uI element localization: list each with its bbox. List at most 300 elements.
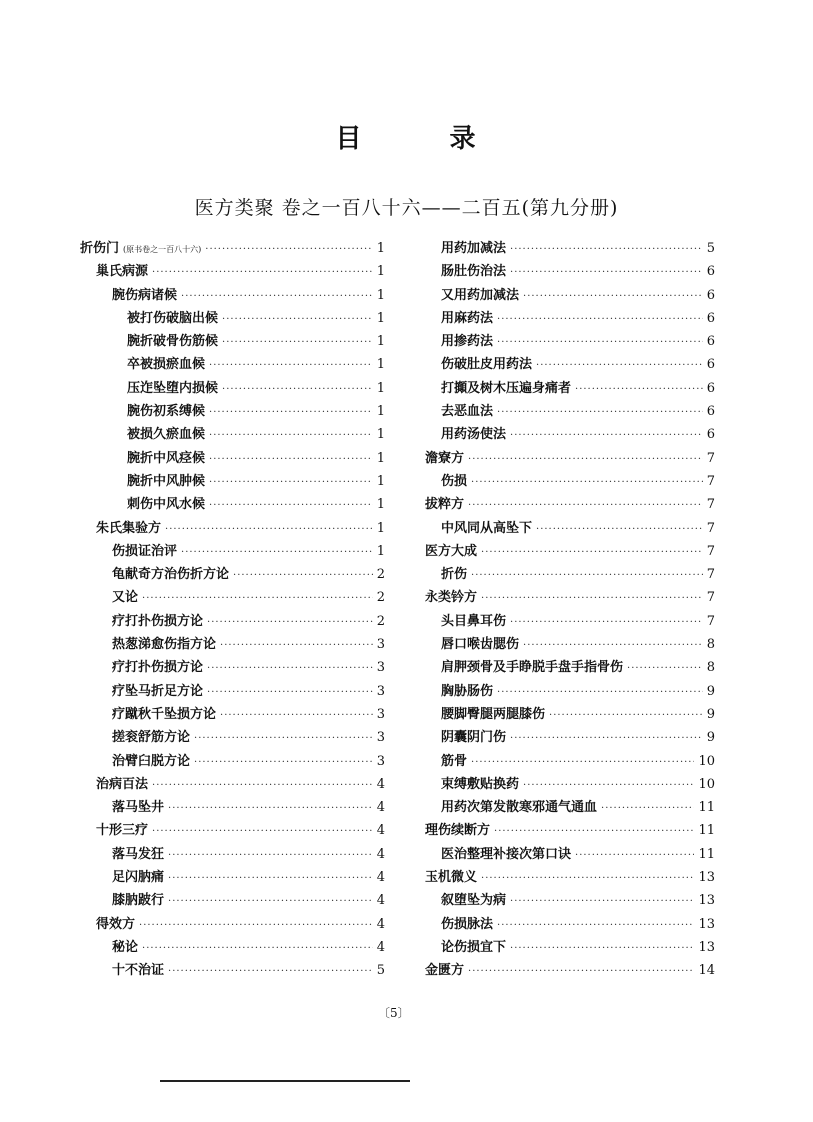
toc-entry <box>80 959 385 982</box>
toc-entry-title <box>441 889 506 908</box>
toc-entry <box>80 610 385 633</box>
dot-leader <box>209 430 373 441</box>
toc-entry-page: 14 <box>698 963 715 979</box>
dot-leader <box>142 593 373 604</box>
toc-entry-title <box>441 843 571 862</box>
toc-entry-label: 搓衮舒筋方论 <box>112 730 191 746</box>
dot-leader <box>152 826 373 837</box>
toc-entry-page: 11 <box>698 823 715 839</box>
toc-entry-title <box>112 959 164 978</box>
dot-leader <box>523 780 694 791</box>
toc-entry-title <box>112 284 177 303</box>
toc-entry <box>80 866 385 889</box>
dot-leader <box>481 593 703 604</box>
toc-entry-label: 肩胛颈骨及手睁脱手盘手指骨伤 <box>441 660 624 676</box>
dot-leader <box>168 896 373 907</box>
dot-leader <box>481 547 703 558</box>
toc-entry-label: 用麻药法 <box>441 310 494 326</box>
toc-entry-label: 金匮方 <box>425 963 465 979</box>
toc-entry <box>425 750 715 773</box>
toc-entry-page: 3 <box>376 660 385 676</box>
toc-entry-label: 肠肚伤治法 <box>441 264 507 280</box>
toc-entry-title <box>441 936 506 955</box>
dot-leader <box>222 314 373 325</box>
toc-entry-label: 论伤损宜下 <box>441 939 507 955</box>
dot-leader <box>497 920 694 931</box>
toc-entry <box>425 423 715 446</box>
dot-leader <box>181 547 373 558</box>
toc-entry-page: 9 <box>706 730 715 746</box>
toc-entry-page: 3 <box>376 753 385 769</box>
toc-entry-page: 1 <box>376 334 385 350</box>
toc-entry <box>425 284 715 307</box>
toc-entry <box>425 889 715 912</box>
toc-entry-page: 4 <box>376 939 385 955</box>
toc-entry-page: 7 <box>706 567 715 583</box>
toc-entry-title <box>441 633 519 652</box>
toc-entry-label: 被打伤破脑出候 <box>127 310 219 326</box>
toc-entry-title <box>441 377 571 396</box>
dot-leader <box>194 757 373 768</box>
volume-subtitle: 医方类聚 卷之一百八十六——二百五(第九分册) <box>194 197 619 219</box>
toc-entry <box>80 517 385 540</box>
toc-entry <box>425 353 715 376</box>
toc-entry-title <box>425 447 464 466</box>
dot-leader <box>468 966 694 977</box>
toc-entry <box>425 610 715 633</box>
toc-entry <box>80 563 385 586</box>
toc-entry <box>425 796 715 819</box>
toc-entry-title <box>441 680 493 699</box>
dot-leader <box>481 873 694 884</box>
dot-leader <box>510 733 703 744</box>
toc-entry-label: 澹寮方 <box>425 450 465 466</box>
toc-entry-title <box>127 400 205 419</box>
page-title <box>0 118 813 155</box>
toc-entry-title <box>112 843 164 862</box>
toc-entry-label: 伤损 <box>441 473 468 489</box>
toc-entry-label: 打攧及树木压遍身痛者 <box>441 380 572 396</box>
toc-entry-page: 10 <box>698 776 715 792</box>
toc-entry-page: 1 <box>376 310 385 326</box>
toc-entry-title <box>441 307 493 326</box>
toc-left-column <box>80 237 385 983</box>
toc-entry-label: 腕伤病诸候 <box>112 287 178 303</box>
toc-entry-title <box>441 773 519 792</box>
dot-leader <box>523 291 703 302</box>
toc-entry <box>425 726 715 749</box>
toc-entry-label: 被损久瘀血候 <box>127 427 206 443</box>
toc-entry-page: 2 <box>376 613 385 629</box>
toc-entry-note: (原书卷之一百八十六) <box>123 245 202 254</box>
toc-entry-page: 4 <box>376 916 385 932</box>
page-number: 〔5〕 <box>378 1006 410 1020</box>
toc-entry-page: 7 <box>706 613 715 629</box>
toc-entry-label: 折伤 <box>441 567 468 583</box>
toc-entry-label: 腕折中风痉候 <box>127 450 206 466</box>
toc-entry-page: 7 <box>706 473 715 489</box>
toc-entry-label: 落马发狂 <box>112 846 165 862</box>
dot-leader <box>536 524 703 535</box>
toc-entry-label: 十不治证 <box>112 963 165 979</box>
toc-entry-title <box>96 260 148 279</box>
toc-entry <box>425 517 715 540</box>
toc-entry-page: 4 <box>376 776 385 792</box>
toc-entry-title <box>441 400 493 419</box>
scan-artifact-line <box>160 1080 410 1082</box>
dot-leader <box>497 314 703 325</box>
toc-entry-label: 疗打扑伤损方论 <box>112 660 204 676</box>
toc-entry <box>425 307 715 330</box>
toc-entry-title <box>112 680 203 699</box>
toc-entry-label: 玉机微义 <box>425 870 478 886</box>
toc-entry-title <box>96 913 135 932</box>
toc-entry-page: 6 <box>706 334 715 350</box>
toc-entry-page: 9 <box>706 706 715 722</box>
dot-leader <box>207 687 373 698</box>
toc-entry-title <box>441 750 467 769</box>
toc-entry-page: 1 <box>376 264 385 280</box>
toc-entry-label: 伤破肚皮用药法 <box>441 357 533 373</box>
toc-entry-page: 13 <box>698 939 715 955</box>
toc-entry-page: 1 <box>376 497 385 513</box>
toc-entry-page: 3 <box>376 706 385 722</box>
dot-leader <box>510 267 703 278</box>
dot-leader <box>510 617 703 628</box>
toc-entry-title <box>112 656 203 675</box>
toc-entry <box>80 400 385 423</box>
toc-entry <box>425 377 715 400</box>
dot-leader <box>497 407 703 418</box>
toc-entry-page: 3 <box>376 637 385 653</box>
toc-entry <box>425 493 715 516</box>
toc-entry-title <box>127 330 218 349</box>
toc-entry-label: 去恶血法 <box>441 404 494 420</box>
toc-entry-title <box>441 330 493 349</box>
toc-entry-label: 唇口喉齿腮伤 <box>441 637 520 653</box>
toc-entry-page: 11 <box>698 800 715 816</box>
toc-entry-label: 用掺药法 <box>441 334 494 350</box>
toc-entry-label: 治病百法 <box>96 776 149 792</box>
dot-leader <box>152 267 373 278</box>
toc-entry-title <box>112 750 190 769</box>
toc-entry-page: 4 <box>376 800 385 816</box>
toc-entry-page: 7 <box>706 450 715 466</box>
toc-entry-page: 7 <box>706 543 715 559</box>
toc-entry <box>80 796 385 819</box>
toc-entry-title <box>112 726 190 745</box>
toc-entry-label: 足闪肭痛 <box>112 870 165 886</box>
dot-leader <box>471 570 703 581</box>
toc-entry-title <box>441 726 506 745</box>
toc-entry-title <box>441 563 467 582</box>
dot-leader <box>209 500 373 511</box>
toc-entry-title <box>112 633 216 652</box>
toc-entry-title <box>127 447 205 466</box>
toc-entry-page: 2 <box>376 567 385 583</box>
toc-entry-label: 秘论 <box>112 939 139 955</box>
dot-leader <box>233 570 373 581</box>
toc-entry <box>80 307 385 330</box>
toc-entry <box>425 470 715 493</box>
toc-entry-page: 1 <box>376 473 385 489</box>
toc-entry <box>80 726 385 749</box>
toc-entry <box>425 959 715 982</box>
toc-entry-title <box>112 563 229 582</box>
toc-entry-title <box>441 284 519 303</box>
toc-entry <box>80 493 385 516</box>
toc-entry <box>425 656 715 679</box>
dot-leader <box>494 826 694 837</box>
toc-entry-title <box>441 703 545 722</box>
toc-entry-page: 4 <box>376 846 385 862</box>
toc-entry-page: 6 <box>706 380 715 396</box>
toc-entry-label: 中风同从高坠下 <box>441 520 533 536</box>
dot-leader <box>497 337 703 348</box>
toc-entry-title <box>425 959 464 978</box>
toc-entry-page: 4 <box>376 893 385 909</box>
dot-leader <box>468 500 703 511</box>
dot-leader <box>471 477 703 488</box>
toc-entry-page: 1 <box>376 357 385 373</box>
toc-entry-label: 叙堕坠为病 <box>441 893 507 909</box>
toc-entry-label: 胸胁肠伤 <box>441 683 494 699</box>
toc-entry <box>425 819 715 842</box>
toc-entry-page: 1 <box>376 450 385 466</box>
toc-entry-page: 6 <box>706 357 715 373</box>
toc-entry <box>80 540 385 563</box>
toc-entry-page: 8 <box>706 637 715 653</box>
toc-entry-page: 13 <box>698 893 715 909</box>
toc-entry <box>80 586 385 609</box>
toc-entry-label: 又论 <box>112 590 139 606</box>
dot-leader <box>194 733 373 744</box>
toc-entry <box>80 703 385 726</box>
dot-leader <box>209 454 373 465</box>
toc-entry-label: 得效方 <box>96 916 136 932</box>
dot-leader <box>168 873 373 884</box>
toc-entry-page: 5 <box>706 241 715 256</box>
dot-leader <box>181 291 373 302</box>
toc-entry-label: 落马坠井 <box>112 800 165 816</box>
toc-entry-label: 疗坠马折足方论 <box>112 683 204 699</box>
toc-entry-title <box>441 353 532 372</box>
toc-entry <box>425 237 715 260</box>
toc-entry <box>425 773 715 796</box>
dot-leader <box>207 617 373 628</box>
toc-entry-label: 用药加减法 <box>441 241 507 256</box>
toc-right-column <box>425 237 715 983</box>
toc-entry <box>425 586 715 609</box>
toc-entry <box>425 680 715 703</box>
toc-entry-label: 头目鼻耳伤 <box>441 613 507 629</box>
dot-leader <box>536 360 703 371</box>
dot-leader <box>139 920 373 931</box>
toc-entry-page: 1 <box>376 520 385 536</box>
toc-entry-title <box>80 237 201 256</box>
toc-entry <box>425 936 715 959</box>
toc-entry-label: 膝肭跛行 <box>112 893 165 909</box>
toc-entry-title <box>127 377 218 396</box>
toc-entry-label: 伤损脉法 <box>441 916 494 932</box>
toc-entry-page: 10 <box>698 753 715 769</box>
toc-entry-title <box>96 517 161 536</box>
toc-entry-page: 9 <box>706 683 715 699</box>
dot-leader <box>510 430 703 441</box>
toc-entry-title <box>112 796 164 815</box>
toc-entry-page: 3 <box>376 730 385 746</box>
toc-entry <box>80 773 385 796</box>
dot-leader <box>220 710 373 721</box>
toc-entry <box>80 447 385 470</box>
toc-entry-page: 8 <box>706 660 715 676</box>
dot-leader <box>209 407 373 418</box>
title-char-1: 目 <box>335 124 364 154</box>
toc-entry-label: 又用药加减法 <box>441 287 520 303</box>
toc-entry-page: 1 <box>376 241 385 256</box>
toc-entry <box>425 703 715 726</box>
toc-entry <box>80 330 385 353</box>
toc-entry-title <box>425 540 477 559</box>
dot-leader <box>523 640 703 651</box>
toc-entry-label: 医方大成 <box>425 543 478 559</box>
dot-leader <box>222 337 373 348</box>
toc-entry-page: 2 <box>376 590 385 606</box>
toc-entry <box>80 680 385 703</box>
dot-leader <box>165 524 373 535</box>
toc-entry-title <box>441 517 532 536</box>
toc-entry <box>425 866 715 889</box>
toc-entry-title <box>96 819 148 838</box>
toc-entry-title <box>425 586 477 605</box>
toc-entry <box>80 470 385 493</box>
toc-entry <box>80 633 385 656</box>
toc-entry <box>80 913 385 936</box>
toc-entry-label: 伤损证治评 <box>112 543 178 559</box>
toc-entry-page: 7 <box>706 520 715 536</box>
toc-entry-title <box>441 470 467 489</box>
toc-entry <box>80 423 385 446</box>
dot-leader <box>601 803 694 814</box>
toc-entry-title <box>441 656 623 675</box>
dot-leader <box>627 663 703 674</box>
toc-entry-title <box>96 773 148 792</box>
toc-entry-label: 用药次第发散寒邪通气通血 <box>441 800 598 816</box>
toc-entry-page: 6 <box>706 264 715 280</box>
toc-entry-label: 压迮坠堕内损候 <box>127 380 219 396</box>
toc-entry-title <box>112 540 177 559</box>
toc-entry-title <box>425 819 490 838</box>
toc-entry-label: 折伤门 <box>80 241 120 256</box>
toc-entry <box>425 913 715 936</box>
toc-entry-title <box>127 493 205 512</box>
toc-entry-title <box>112 936 138 955</box>
toc-entry-page: 1 <box>376 404 385 420</box>
toc-entry-title <box>112 703 216 722</box>
toc-entry-title <box>425 493 464 512</box>
toc-entry <box>80 237 385 260</box>
toc-entry <box>80 284 385 307</box>
dot-leader <box>209 360 373 371</box>
toc-entry <box>80 936 385 959</box>
dot-leader <box>497 687 703 698</box>
dot-leader <box>209 477 373 488</box>
toc-entry <box>425 633 715 656</box>
toc-entry-label: 阴囊阴门伤 <box>441 730 507 746</box>
toc-entry-title <box>441 796 597 815</box>
toc-entry-page: 7 <box>706 590 715 606</box>
toc-entry-page: 4 <box>376 870 385 886</box>
dot-leader <box>152 780 373 791</box>
toc-entry <box>80 819 385 842</box>
toc-entry-title <box>425 866 477 885</box>
toc-entry-page: 1 <box>376 543 385 559</box>
toc-entry <box>80 889 385 912</box>
toc-entry-page: 4 <box>376 823 385 839</box>
toc-entry-title <box>127 307 218 326</box>
toc-entry-label: 医治整理补接次第口诀 <box>441 846 572 862</box>
toc-entry-page: 1 <box>376 287 385 303</box>
toc-entry <box>80 843 385 866</box>
toc-entry-label: 巢氏病源 <box>96 264 149 280</box>
toc-entry-label: 疗打扑伤损方论 <box>112 613 204 629</box>
toc-entry <box>425 330 715 353</box>
title-char-2: 录 <box>449 124 478 154</box>
toc-entry <box>425 260 715 283</box>
toc-entry-label: 腕折中风肿候 <box>127 473 206 489</box>
toc-entry <box>425 447 715 470</box>
toc-entry <box>425 400 715 423</box>
dot-leader <box>220 640 373 651</box>
dot-leader <box>575 850 694 861</box>
dot-leader <box>510 943 694 954</box>
dot-leader <box>142 943 373 954</box>
toc-entry-title <box>441 423 506 442</box>
toc-entry-label: 拔粹方 <box>425 497 465 513</box>
toc-entry-title <box>112 586 138 605</box>
toc-entry-page: 6 <box>706 310 715 326</box>
toc-entry-label: 理伤续断方 <box>425 823 491 839</box>
toc-entry-title <box>441 913 493 932</box>
toc-entry-page: 13 <box>698 870 715 886</box>
dot-leader <box>205 244 372 255</box>
toc-entry <box>80 377 385 400</box>
dot-leader <box>207 663 373 674</box>
toc-entry-label: 治臂臼脱方论 <box>112 753 191 769</box>
toc-entry-title <box>441 260 506 279</box>
toc-entry-page: 7 <box>706 497 715 513</box>
toc-entry-page: 6 <box>706 287 715 303</box>
toc-entry-page: 6 <box>706 427 715 443</box>
toc-entry-title <box>112 889 164 908</box>
toc-entry-label: 十形三疗 <box>96 823 149 839</box>
toc-entry-page: 5 <box>376 963 385 979</box>
toc-entry-title <box>441 237 506 256</box>
toc-entry-page: 13 <box>698 916 715 932</box>
toc-entry <box>80 750 385 773</box>
toc-entry-label: 腰脚臀腿两腿膝伤 <box>441 706 546 722</box>
toc-entry-page: 3 <box>376 683 385 699</box>
toc-entry-label: 腕折破骨伤筋候 <box>127 334 219 350</box>
toc-entry <box>80 353 385 376</box>
toc-entry-label: 卒被损瘀血候 <box>127 357 206 373</box>
toc-entry <box>80 656 385 679</box>
toc-entry-label: 刺伤中风水候 <box>127 497 206 513</box>
dot-leader <box>471 757 694 768</box>
toc-entry-title <box>127 470 205 489</box>
toc-entry-label: 疗蹴秋千坠损方论 <box>112 706 217 722</box>
toc-entry <box>425 843 715 866</box>
